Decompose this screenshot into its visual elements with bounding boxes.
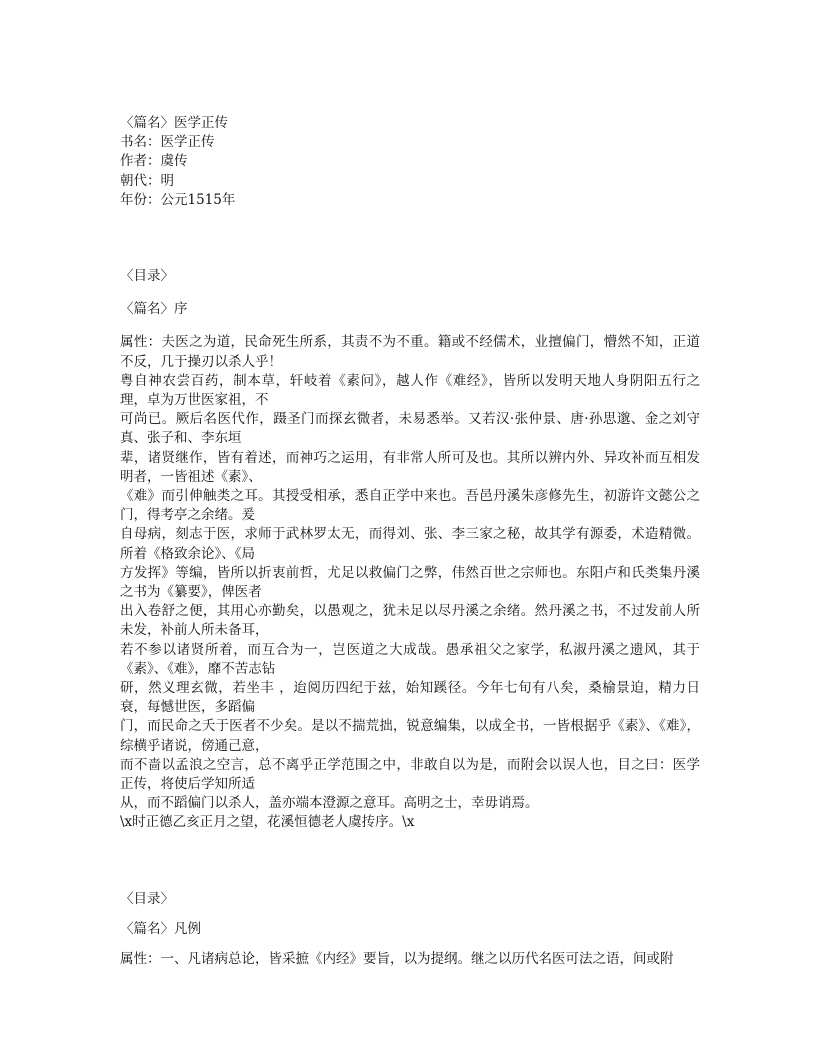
preface-paragraph: 自母病，刻志于医，求师于武林罗太无，而得刘、张、李三家之秘，故其学有源委，术造精微。所着《格致余论》、《局 [120,526,700,562]
preface-paragraph: 《难》而引伸触类之耳。其授受相承，悉自正学中来也。吾邑丹溪朱彦修先生，初游许文懿公之门，得考亭之余绪。爰 [120,487,700,524]
preface-paragraph: 粤自神农尝百药，制本草，轩岐着《素问》，越人作《难经》，皆所以发明天地人身阴阳五行之理，卓为万世医家祖，不 [120,372,700,408]
preface-paragraph: 辈，诸贤继作，皆有着述，而神巧之运用，有非常人所可及也。其所以辨内外、异攻补而互相发明者，一皆祖述《素》、 [120,449,700,485]
preface-paragraph: 门，而民命之夭于医者不少矣。是以不揣荒拙，锐意编集，以成全书，一皆根据乎《素》、《难》，综横乎诸说，傍通己意， [120,718,700,754]
toc-heading-2: 〈目录〉 [120,890,174,907]
preface-paragraph: 研，然义理玄微，若坐丰 ，迨阅历四纪于兹，始知蹊径。今年七旬有八矣，桑榆景迫，精力日衰，每憾世医，多蹈偏 [120,679,700,716]
conventions-first-line: 属性：一、凡诸病总论，皆采摭《内经》要旨，以为提纲。继之以历代名医可法之语，间或附 [120,950,674,967]
preface-chapter-title: 〈篇名〉序 [120,301,188,318]
author-line: 作者：虞传 [120,153,188,170]
preface-paragraph: 而不啬以孟浪之空言，总不离乎正学范围之中，非敢自以为是，而附会以误人也，目之曰：医学正传，将使后学知所适 [120,756,700,792]
preface-paragraph: 属性：夫医之为道，民命死生所系，其责不为不重。籍或不经儒术，业擅偏门，懵然不知，正道不反，几于操刃以杀人乎！ [120,334,700,370]
year-line: 年份：公元1515年 [120,191,236,208]
conventions-chapter-title: 〈篇名〉凡例 [120,920,201,937]
preface-paragraph: 若不参以诸贤所着，而互合为一，岂医道之大成哉。愚承祖父之家学，私淑丹溪之遗风，其于《素》、《难》，靡不苦志钻 [120,641,700,677]
preface-paragraph: 从，而不蹈偏门以杀人，盖亦端本澄源之意耳。高明之士，幸毋诮焉。 [120,795,539,812]
preface-paragraph: 方发挥》等编，皆所以折衷前哲，尤足以救偏门之弊，伟然百世之宗师也。东阳卢和氏类集丹溪之书为《纂要》，俾医者 [120,564,700,600]
dynasty-line: 朝代：明 [120,172,174,189]
preface-closing: \x时正德乙亥正月之望，花溪恒德老人虞抟序。\x [120,814,415,831]
preface-paragraph: 出入卷舒之便，其用心亦勤矣，以愚观之，犹未足以尽丹溪之余绪。然丹溪之书，不过发前人所未发，补前人所未备耳， [120,603,700,639]
document-page [120,114,700,969]
preface-paragraph: 可尚已。厥后名医代作，蹑圣门而探玄微者，未易悉举。又若汉·张仲景、唐·孙思邈、金之刘守真、张子和、李东垣 [120,411,700,447]
book-name: 书名：医学正传 [120,134,215,151]
toc-heading: 〈目录〉 [120,267,174,284]
chapter-title: 〈篇名〉医学正传 [120,115,228,131]
